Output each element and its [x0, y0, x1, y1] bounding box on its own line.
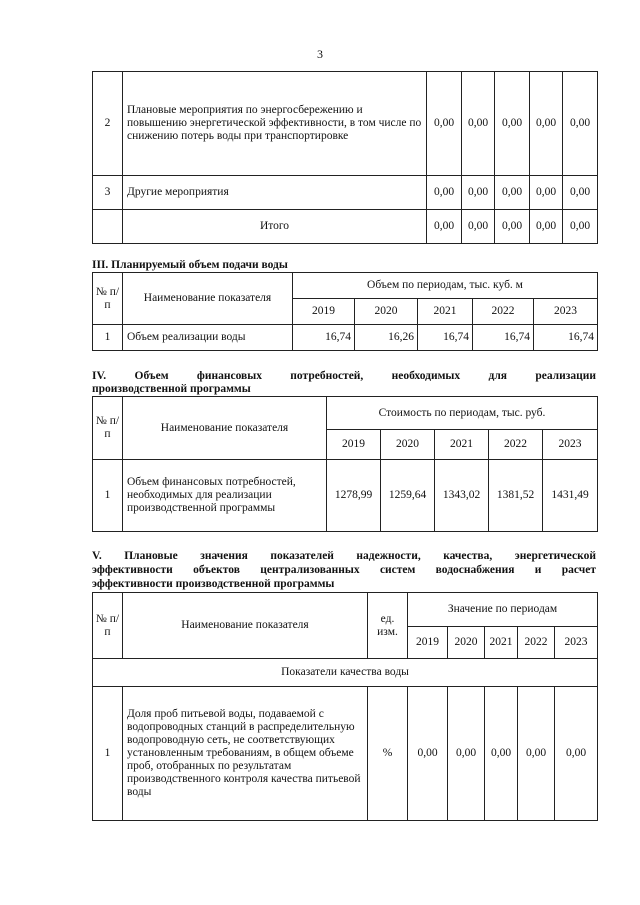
- year-header: 2023: [534, 299, 598, 325]
- value-cell: 0,00: [462, 210, 495, 244]
- value-cell: 16,74: [418, 325, 473, 351]
- total-row: [93, 210, 598, 244]
- value-cell: 0,00: [518, 687, 555, 821]
- value-cell: 16,26: [355, 325, 418, 351]
- section-heading: III. Планируемый объем подачи воды: [92, 259, 288, 271]
- value-cell: 0,00: [563, 176, 598, 210]
- section-heading: IV. Объем финансовых потребностей, необходимых для реализации: [92, 370, 596, 382]
- year-header: 2021: [418, 299, 473, 325]
- row-name: Доля проб питьевой воды, подаваемой с водопроводных станций в распределительную водопроводную сеть, не соответствующих установленным требованиям, в общем объеме проб, отобранных по результатам производственного контроля качества питьевой воды: [123, 687, 368, 821]
- measures-table: [92, 71, 598, 244]
- section-heading-continued: производственной программы: [92, 383, 251, 395]
- row-number: 3: [93, 176, 123, 210]
- year-header: 2022: [489, 430, 543, 460]
- table-subheader: Показатели качества воды: [93, 659, 598, 687]
- value-cell: 0,00: [427, 210, 462, 244]
- value-cell: 1343,02: [435, 460, 489, 532]
- table-row: [93, 325, 598, 351]
- row-name: Объем финансовых потребностей, необходимых для реализации производственной программы: [123, 460, 327, 532]
- row-number: 1: [93, 687, 123, 821]
- year-header: 2022: [518, 627, 555, 659]
- table-row: [93, 687, 598, 821]
- column-header-name: Наименование показателя: [123, 593, 368, 659]
- value-cell: 0,00: [408, 687, 448, 821]
- value-cell: 0,00: [448, 687, 485, 821]
- value-cell: 0,00: [530, 176, 563, 210]
- value-cell: 16,74: [293, 325, 355, 351]
- total-label: Итого: [123, 210, 427, 244]
- section-heading-continued: эффективности объектов централизованных систем водоснабжения и расчет: [92, 564, 596, 576]
- year-header: 2019: [327, 430, 381, 460]
- value-cell: 16,74: [534, 325, 598, 351]
- value-cell: 0,00: [563, 72, 598, 176]
- column-header-period: Объем по периодам, тыс. куб. м: [293, 273, 598, 299]
- value-cell: 0,00: [427, 72, 462, 176]
- value-cell: 0,00: [462, 176, 495, 210]
- value-cell: 16,74: [473, 325, 534, 351]
- value-cell: 0,00: [495, 176, 530, 210]
- row-name: Другие мероприятия: [123, 176, 427, 210]
- indicators-table: [92, 592, 598, 821]
- column-header-name: Наименование показателя: [123, 273, 293, 325]
- row-number: 1: [93, 325, 123, 351]
- table-row: [93, 460, 598, 532]
- section-heading-continued: эффективности производственной программы: [92, 578, 335, 590]
- year-header: 2020: [355, 299, 418, 325]
- year-header: 2023: [543, 430, 598, 460]
- financial-needs-table: [92, 396, 598, 532]
- year-header: 2020: [381, 430, 435, 460]
- row-number: 2: [93, 72, 123, 176]
- value-cell: 0,00: [530, 72, 563, 176]
- value-cell: 0,00: [530, 210, 563, 244]
- value-cell: 1278,99: [327, 460, 381, 532]
- column-header-number: № п/п: [93, 593, 123, 659]
- section-heading: V. Плановые значения показателей надежности, качества, энергетической: [92, 550, 596, 562]
- column-header-name: Наименование показателя: [123, 397, 327, 460]
- row-number: 1: [93, 460, 123, 532]
- year-header: 2021: [435, 430, 489, 460]
- value-cell: 0,00: [495, 72, 530, 176]
- column-header-unit: ед. изм.: [368, 593, 408, 659]
- year-header: 2019: [408, 627, 448, 659]
- value-cell: 1431,49: [543, 460, 598, 532]
- value-cell: 1259,64: [381, 460, 435, 532]
- row-name: Плановые мероприятия по энергосбережению и повышению энергетической эффективности, в том числе по снижению потерь воды при транспортировке: [123, 72, 427, 176]
- year-header: 2022: [473, 299, 534, 325]
- column-header-period: Стоимость по периодам, тыс. руб.: [327, 397, 598, 430]
- value-cell: 1381,52: [489, 460, 543, 532]
- year-header: 2021: [485, 627, 518, 659]
- page-number: 3: [317, 47, 323, 61]
- water-supply-table: [92, 272, 598, 351]
- table-row: [93, 72, 598, 176]
- unit-cell: %: [368, 687, 408, 821]
- value-cell: 0,00: [427, 176, 462, 210]
- value-cell: 0,00: [495, 210, 530, 244]
- year-header: 2023: [555, 627, 598, 659]
- column-header-number: № п/п: [93, 397, 123, 460]
- value-cell: 0,00: [485, 687, 518, 821]
- year-header: 2019: [293, 299, 355, 325]
- value-cell: 0,00: [555, 687, 598, 821]
- year-header: 2020: [448, 627, 485, 659]
- value-cell: 0,00: [563, 210, 598, 244]
- value-cell: 0,00: [462, 72, 495, 176]
- column-header-period: Значение по периодам: [408, 593, 598, 627]
- row-name: Объем реализации воды: [123, 325, 293, 351]
- table-row: [93, 176, 598, 210]
- column-header-number: № п/п: [93, 273, 123, 325]
